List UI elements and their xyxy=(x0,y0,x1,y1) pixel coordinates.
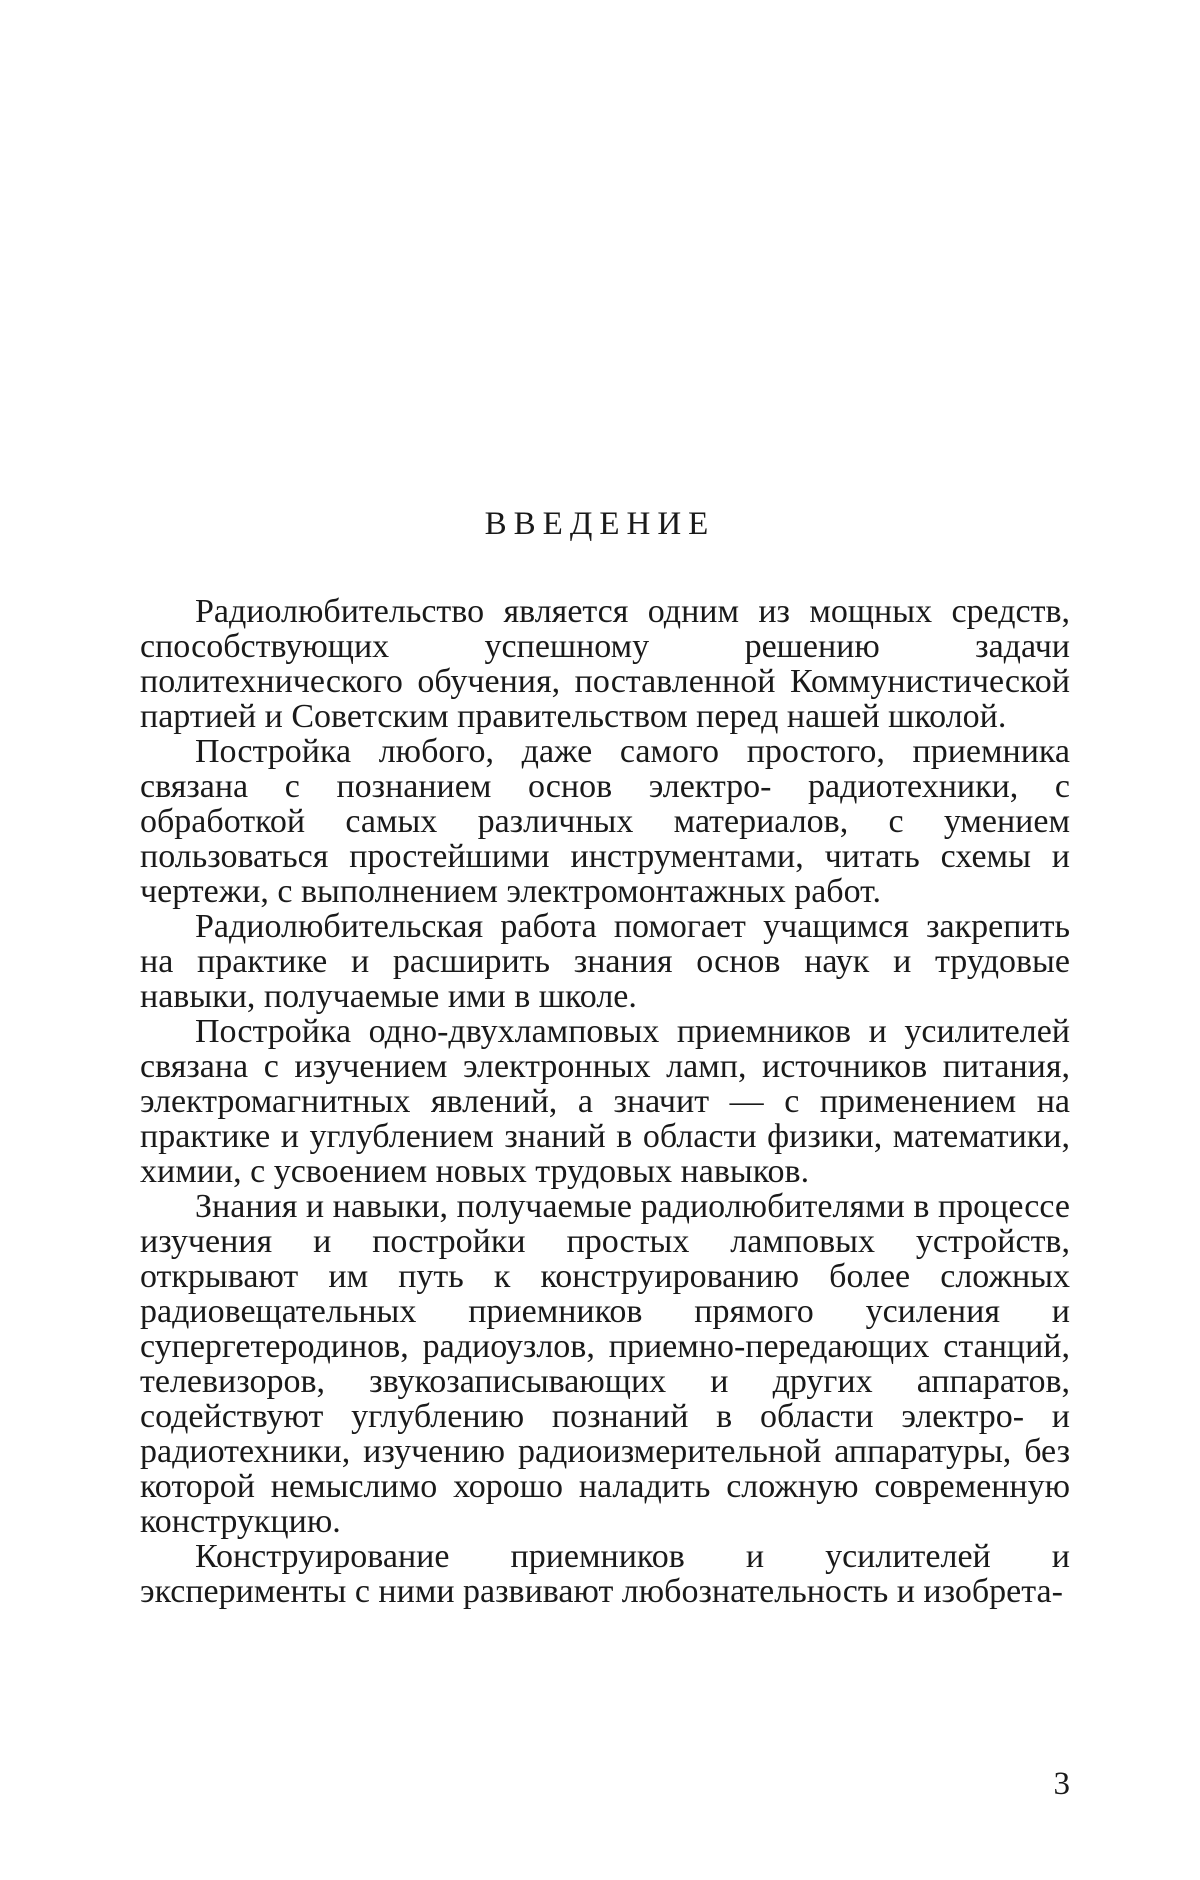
paragraph-4: Постройка одно-двухламповых приемников и усилителей связана с изучением электронных ламп, источников питания, электромагнитных явлений, а значит — с применением на практике и углублением знаний в области физики, математики, химии, с усвоением новых трудовых навыков. xyxy=(140,1013,1070,1190)
paragraph-3: Радиолюбительская работа помогает учащимся закрепить на практике и расширить знания основ наук и трудовые навыки, получаемые ими в школе. xyxy=(140,908,1070,1015)
page-title: ВВЕДЕНИЕ xyxy=(484,506,716,542)
paragraph-5: Знания и навыки, получаемые радиолюбителями в процессе изучения и постройки простых ламповых устройств, открывают им путь к конструированию более сложных радиовещательных приемников прямого усиления и супергетеродинов, радиоузлов, приемно-передающих станций, телевизоров, звукозаписывающих и других аппаратов, содействуют углублению познаний в области электро- и радиотехники, изучению радиоизмерительной аппаратуры, без которой немыслимо хорошо наладить сложную современную конструкцию. xyxy=(140,1188,1070,1540)
paragraph-6: Конструирование приемников и усилителей и эксперименты с ними развивают любознательность и изобрета- xyxy=(140,1538,1070,1610)
paragraph-1: Радиолюбительство является одним из мощных средств, способствующих успешному решению задачи политехнического обучения, поставленной Коммунистической партией и Советским правительством перед нашей школой. xyxy=(140,593,1070,735)
page-number: 3 xyxy=(1053,1766,1070,1802)
body-text xyxy=(140,594,1070,1609)
paragraph-2: Постройка любого, даже самого простого, приемника связана с познанием основ электро- радиотехники, с обработкой самых различных материалов, с умением пользоваться простейшими инструментами, читать схемы и чертежи, с выполнением электромонтажных работ. xyxy=(140,733,1070,910)
